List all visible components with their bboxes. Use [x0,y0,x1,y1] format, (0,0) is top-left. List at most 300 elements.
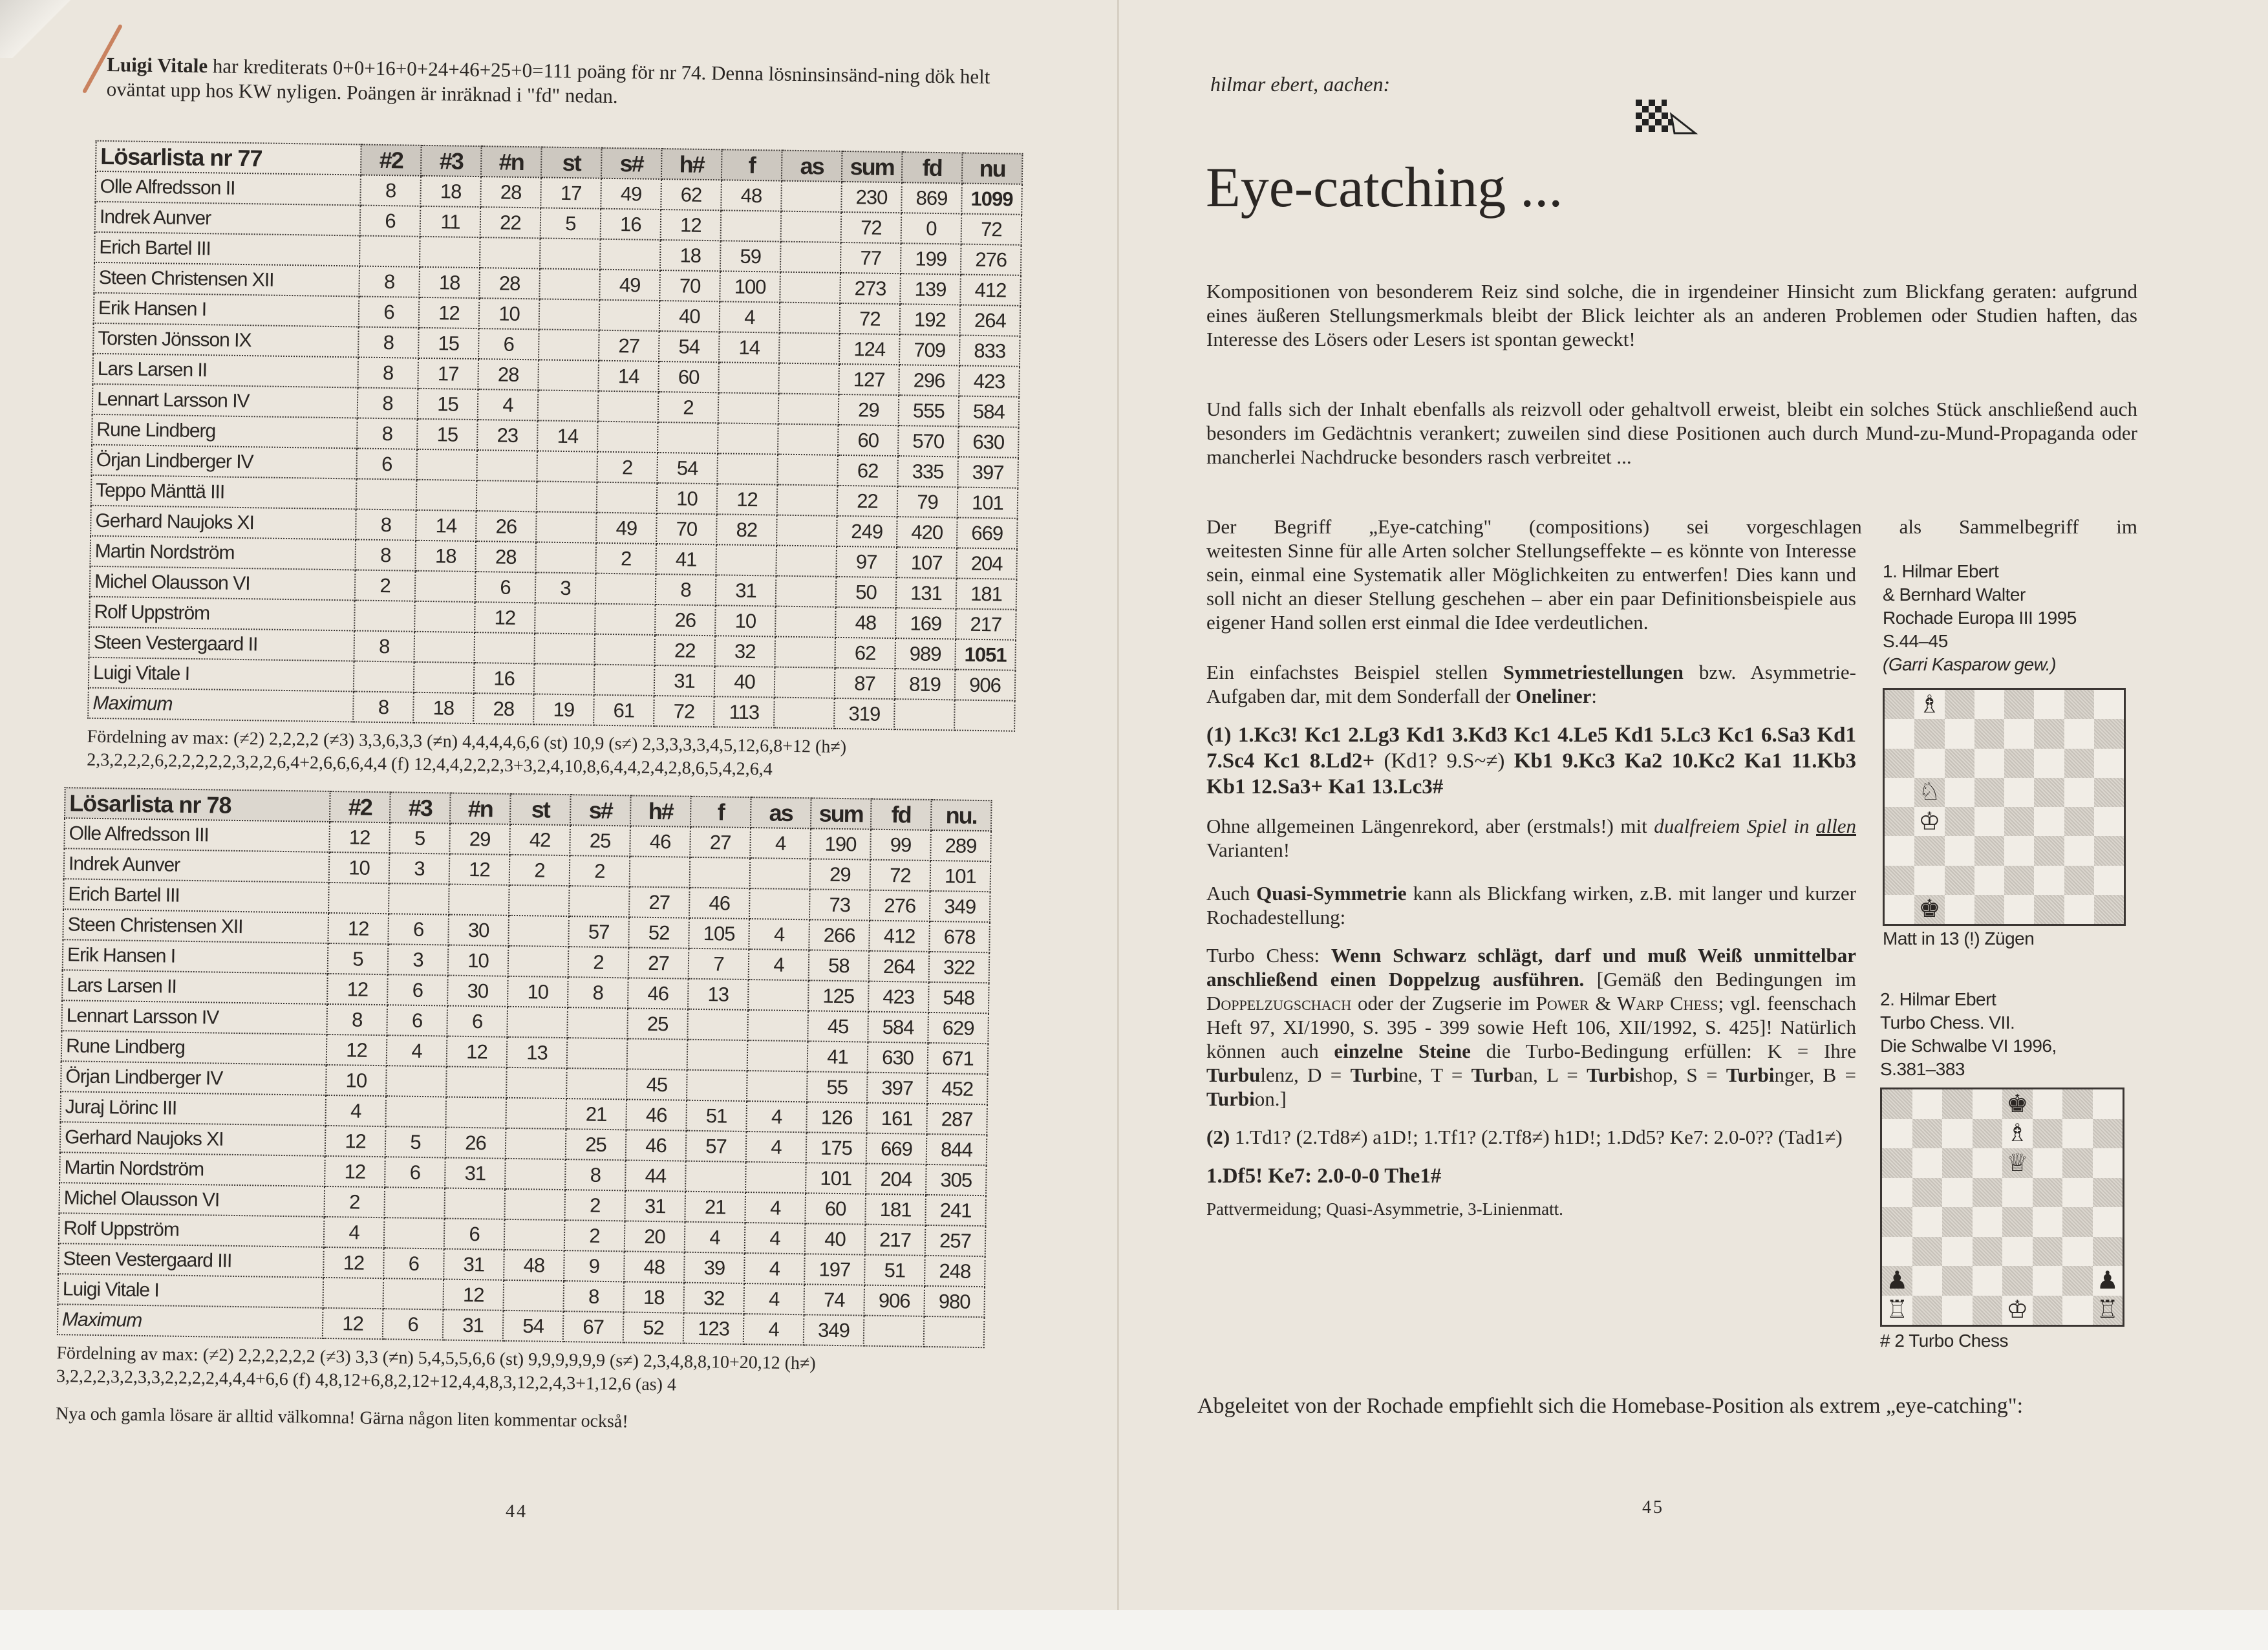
score-cell: 62 [837,455,898,486]
text-run: Turbi [1206,1088,1255,1110]
score-cell [539,329,599,360]
board-square [2064,807,2094,836]
paragraph [1206,660,1856,708]
solver-name: Olle Alfredsson II [95,171,361,206]
score-cell [749,888,810,919]
score-cell: 6 [387,974,448,1005]
score-cell: 51 [864,1255,925,1286]
score-cell: 305 [926,1164,987,1195]
chess-piece-square: ♘ [1914,778,1944,807]
solution-1 [1206,722,1856,800]
score-cell: 12 [447,1036,508,1067]
score-cell: 72 [654,696,714,727]
score-cell [354,600,415,631]
score-cell: 48 [835,607,896,638]
intro-note [107,52,1051,114]
score-cell: 217 [865,1225,926,1256]
chess-piece-square: ♚ [1914,895,1944,924]
score-cell: 61 [594,695,654,726]
score-cell [445,1097,506,1128]
score-cell [779,333,840,364]
solver-name: Steen Christensen XII [94,262,359,297]
score-cell: 4 [746,1101,807,1132]
board-square [2064,778,2094,807]
caption-line: S.44–45 [1883,631,1948,651]
score-cell [505,1159,566,1190]
score-cell: 8 [358,387,418,418]
solver-name: Gerhard Naujoks XI [91,506,356,540]
score-cell [745,1162,806,1193]
column-header: nu. [931,800,992,831]
score-cell: 230 [841,182,902,213]
score-cell [778,363,839,394]
solver-name: Örjan Lindberger IV [91,445,357,479]
board-square [2033,1119,2063,1149]
board-square [2004,895,2034,924]
score-cell [414,601,475,632]
score-cell: 28 [478,359,539,390]
score-cell: 101 [806,1162,866,1194]
board-square [2094,778,2124,807]
score-cell: 49 [599,270,660,301]
text-run: Ein einfachstes Beispiel stellen [1206,661,1503,683]
score-cell: 32 [714,636,775,667]
board-square [2033,1296,2063,1325]
score-cell: 18 [413,692,474,723]
score-cell: 22 [837,486,898,517]
score-cell: 50 [836,577,897,608]
board-square [1945,749,1974,778]
score-cell: 5 [328,943,389,974]
score-cell: 28 [479,268,540,299]
score-cell: 2 [564,1190,625,1221]
score-cell: 26 [476,511,537,542]
score-cell: 31 [654,665,715,696]
score-cell: 49 [601,178,661,209]
score-cell: 287 [926,1104,987,1135]
score-cell: 4 [325,1095,386,1126]
score-cell: 584 [868,1012,928,1043]
score-cell [538,359,599,391]
score-cell [721,210,782,241]
score-cell [954,700,1015,731]
score-cell: 46 [626,1099,687,1130]
score-cell [780,272,840,303]
score-cell: 40 [714,666,775,697]
score-cell: 12 [475,602,535,633]
score-cell: 45 [626,1069,687,1100]
score-cell: 12 [661,209,722,241]
column-header: as [751,797,811,828]
score-cell [506,1098,566,1129]
board-square [2004,866,2034,895]
board-square [2002,1178,2033,1208]
text-run: kann als Blickfang wirken, z.B. mit langer und kurzer Rochadestellung: [1206,882,1856,928]
score-cell: 548 [928,982,989,1013]
score-cell: 72 [840,303,901,334]
text-run: har krediterats 0+0+16+0+24+46+25+0=111 poäng för nr 74. Denna lösninsinsänd-ning dök helt oväntat upp hos KW nyligen. Poängen är inräknad i "fd" nedan. [106,54,990,108]
score-cell: 204 [866,1164,926,1195]
distribution-78: Fördelning av max: (≠2) 2,2,2,2,2,2 (≠3) 3,3 (≠n) 5,4,5,5,6,6 (st) 9,9,9,9,9,9 (s≠) 2,3,4,8,8,10+20,12 (h≠) 3,2,2,2,3,2,3,3,2,2,2,2,4,4,4+6,6 (f) 4,8,12+6,8,2,12+12,4,4,8,3,12,2,4,3+1,12,6 (as) 4 [56,1343,816,1395]
score-cell [594,634,655,665]
score-cell: 31 [444,1248,504,1280]
score-cell: 169 [895,608,956,639]
score-cell [480,237,540,268]
column-header: #3 [421,145,482,177]
score-cell [687,1009,748,1040]
board-square [2064,836,2094,865]
score-cell: 181 [865,1194,926,1225]
score-cell: 8 [326,1004,387,1035]
board-square [2002,1237,2033,1267]
score-cell [780,303,840,334]
score-cell: 2 [658,392,719,423]
diagram-2-caption [1880,988,2057,1081]
paragraph [1197,1394,2128,1419]
score-cell [359,236,420,267]
board-square [2094,895,2124,924]
score-cell: 3 [388,944,449,975]
score-cell [386,1066,447,1097]
text-run: ; vgl. feenschach Heft 97, XI/1990, S. 395 - 399 sowie Heft 106, XII/1992, S. 425]! Natürlich können auch [1206,992,1856,1062]
solver-name: Martin Nordström [90,536,356,570]
score-cell: 31 [625,1190,685,1221]
board-square [1914,749,1944,778]
text-run: Symmetriestellungen [1503,661,1684,683]
score-cell: 10 [715,605,776,636]
text-run: bzw. Asymmetrie-Aufgaben dar, mit dem Sonderfall der [1206,661,1856,707]
score-cell: 46 [626,1130,687,1161]
score-cell [323,1278,383,1309]
score-cell [776,546,837,577]
board-square [2004,807,2034,836]
score-cell: 27 [690,827,751,858]
solver-name: Maximum [88,688,354,722]
score-cell: 6 [444,1218,505,1249]
text-run: Wenn Schwarz schlägt, darf und muß Weiß unmittelbar anschließend einen Doppelzug ausführen. [1206,944,1856,991]
solver-name: Rolf Uppström [89,597,355,631]
score-cell [716,544,776,575]
score-cell: 60 [805,1193,866,1224]
score-cell [534,633,595,664]
board-square [1973,1119,2003,1149]
score-cell: 584 [959,396,1020,427]
score-cell [775,667,835,698]
score-cell: 101 [930,861,991,892]
score-cell [630,856,690,887]
score-cell [594,665,655,696]
score-cell: 60 [838,425,899,456]
text-run: lenz, D = [1260,1064,1351,1086]
text-run: shop, S = [1634,1064,1726,1086]
score-cell [504,1189,565,1220]
score-cell: 709 [899,334,960,365]
score-cell: 190 [810,828,871,859]
text-run: Kb1 9.Kc3 Ka2 10.Kc2 Ka1 11.Kb3 Kb1 12.Sa3+ Ka1 13.Lc3# [1206,749,1856,798]
score-cell: 420 [897,517,957,548]
score-cell: 21 [685,1192,745,1223]
solver-table-78 [57,787,992,1348]
board-square [2062,1266,2093,1296]
board-square [2034,807,2064,836]
score-cell: 276 [961,244,1022,275]
score-cell [781,181,842,212]
board-square [1912,1119,1943,1149]
score-cell: 54 [659,331,720,362]
score-cell: 2 [509,855,570,886]
column-header: fd [871,799,932,830]
text-run: : [1591,685,1597,707]
score-cell [778,394,839,425]
score-cell: 77 [840,242,901,273]
score-cell: 8 [353,691,414,722]
score-cell: 4 [324,1217,385,1248]
column-header: s# [601,148,662,179]
score-cell: 31 [716,575,776,606]
paragraph [1206,943,1856,1111]
score-cell: 82 [716,514,777,545]
board-square [1912,1237,1943,1267]
score-cell: 9 [564,1250,625,1281]
score-cell [747,1040,808,1071]
score-cell: 12 [717,484,778,515]
board-square [1974,895,2004,924]
score-cell [476,480,537,511]
author-byline: hilmar ebert, aachen: [1210,72,1391,96]
paragraph [1206,814,1856,862]
board-square [2062,1207,2093,1237]
board-square [1974,690,2004,719]
board-square [2062,1089,2093,1119]
board-square [1973,1266,2003,1296]
board-square [2062,1237,2093,1267]
score-cell: 101 [957,487,1018,518]
solver-name: Erich Bartel III [63,879,329,913]
score-cell [506,1067,567,1098]
score-cell [535,603,595,634]
score-cell: 6 [385,1157,445,1188]
diagram-2-stipulation: # 2 Turbo Chess [1880,1331,2008,1351]
score-cell [509,885,570,916]
score-cell [416,449,477,480]
score-cell: 289 [930,830,991,861]
board-square [1945,778,1974,807]
board-square [2064,895,2094,924]
score-cell: 266 [809,919,870,950]
board-square [1885,690,1914,719]
score-cell: 6 [447,1006,508,1037]
solver-name: Lennart Larsson IV [61,1000,327,1034]
score-cell: 124 [839,334,900,365]
solver-name: Steen Vestergaard III [58,1243,324,1278]
score-cell: 3 [535,572,596,603]
score-cell: 125 [808,980,869,1011]
score-cell: 412 [869,921,930,952]
column-header: f [722,149,782,180]
solution-2 [1206,1125,1856,1149]
board-square [2093,1207,2123,1237]
board-square [1945,719,1974,748]
score-cell: 17 [418,358,478,389]
score-cell: 4 [750,828,811,859]
board-square [2094,719,2124,748]
score-cell: 8 [568,977,628,1008]
chess-piece-square: ♟ [2093,1266,2123,1296]
score-cell [777,485,838,516]
board-square [1942,1148,1973,1178]
score-cell: 397 [867,1073,928,1104]
score-cell: 175 [806,1132,867,1163]
board-square [1885,836,1914,865]
caption-line: (Garri Kasparow gew.) [1883,654,2057,674]
score-cell: 67 [563,1311,624,1342]
score-cell [389,883,449,914]
score-cell [718,362,779,393]
score-cell [474,632,535,663]
score-cell: 139 [900,273,961,305]
score-cell: 844 [926,1134,987,1165]
board-square [1914,836,1944,865]
score-cell: 27 [628,947,689,978]
score-cell: 52 [623,1312,684,1343]
score-cell: 12 [328,913,389,944]
score-cell: 22 [654,635,715,666]
solver-name: Olle Alfredsson III [64,818,330,852]
score-cell: 319 [834,698,895,729]
score-cell [924,1316,985,1347]
score-cell: 39 [684,1252,745,1283]
text-run: 1.Td1? (2.Td8≠) a1D!; 1.Tf1? (2.Tf8≠) h1D!; 1.Dd5? Ke7: 2.0-0?? (Tad1≠) [1230,1126,1843,1148]
score-cell: 1099 [961,184,1022,215]
score-cell: 217 [956,608,1016,639]
column-header: st [510,794,571,825]
score-cell [416,480,477,511]
board-square [1973,1148,2003,1178]
score-cell [384,1217,445,1248]
score-cell: 2 [564,1220,625,1251]
score-cell [690,857,751,888]
score-cell: 4 [744,1283,804,1314]
score-cell: 397 [957,456,1018,488]
board-square [1973,1178,2003,1208]
text-run: Und falls sich der Inhalt ebenfalls als reizvoll oder gehaltvoll erweist, bleibt ein solches Stück anschließend auch besonders im Gedächtnis verankert; zuweilen sind diese Positionen auch durch Mund-zu-Mund-Propaganda oder mancherlei Nachdrucke besonders rasch verbreitet ... [1206,398,2137,468]
text-run: die Turbo-Bedingung erfüllen: K = Ihre [1470,1040,1856,1062]
score-cell: 23 [477,420,538,451]
solver-name: Michel Olausson VI [59,1183,325,1217]
score-cell: 29 [810,859,871,890]
score-cell [508,916,569,947]
score-cell: 46 [689,888,750,919]
board-square [1945,836,1974,865]
chess-piece-square: ♕ [2002,1148,2033,1178]
score-cell: 241 [925,1195,986,1226]
board-square [2034,690,2064,719]
score-cell: 31 [443,1309,504,1340]
score-cell [775,637,835,668]
score-cell: 14 [537,420,598,451]
checkered-flag-icon [1636,98,1707,134]
score-cell: 79 [897,486,958,517]
score-cell: 28 [480,177,541,208]
score-cell: 4 [744,1253,805,1284]
score-cell: 126 [806,1102,867,1133]
score-cell [750,858,811,889]
board-square [1942,1119,1973,1149]
score-cell [506,1128,566,1159]
score-cell: 555 [899,395,959,426]
solver-name: Steen Vestergaard II [89,627,354,661]
board-square [2064,866,2094,895]
score-cell: 192 [900,304,961,335]
score-cell [420,237,480,268]
score-cell: 44 [625,1160,686,1191]
score-cell [600,239,661,270]
text-run: dualfreiem Spiel in [1654,815,1817,837]
score-cell: 12 [327,974,388,1005]
score-cell: 204 [956,548,1017,579]
score-cell: 60 [658,361,719,392]
score-cell: 74 [804,1284,864,1315]
solver-name: Rune Lindberg [61,1031,327,1065]
score-cell: 26 [655,605,716,636]
text-run: Varianten! [1206,839,1290,861]
score-cell [597,482,658,513]
board-square [1885,719,1914,748]
score-cell: 8 [357,418,418,449]
score-cell: 10 [329,852,390,883]
score-cell: 72 [841,212,902,243]
board-square [1882,1089,1912,1119]
board-square [1974,778,2004,807]
score-cell [537,451,597,482]
text-run: [Gemäß den Bedingungen im [1584,968,1856,991]
score-cell [567,1007,628,1038]
score-cell: 669 [866,1133,927,1164]
board-square [2033,1148,2063,1178]
score-cell: 57 [686,1131,747,1162]
text-run: 1.Df5! Ke7: 2.0-0-0 The1# [1206,1164,1442,1188]
score-cell: 42 [509,824,570,855]
score-cell [539,268,600,299]
text-run: nger, B = [1774,1064,1856,1086]
score-cell: 10 [508,976,568,1007]
score-cell: 197 [804,1254,865,1285]
score-cell: 12 [323,1247,384,1278]
score-cell: 62 [661,179,722,210]
score-cell: 52 [628,917,689,948]
score-cell: 16 [474,663,535,694]
board-square [1882,1148,1912,1178]
chess-piece-square: ♗ [2002,1119,2033,1149]
score-cell: 31 [445,1158,506,1189]
score-cell: 25 [627,1008,688,1039]
column-header: #3 [390,792,451,823]
text-run: (Kd1? 9.S~≠) [1384,749,1505,773]
solution-2-key [1206,1163,1856,1189]
board-square [1912,1089,1943,1119]
board-square [2034,749,2064,778]
score-cell: 22 [480,207,541,238]
score-cell: 29 [449,824,510,855]
solver-name: Erik Hansen I [94,293,359,327]
score-cell: 28 [475,541,536,572]
board-square [1942,1207,1973,1237]
score-cell: 41 [808,1041,868,1072]
text-run: oder der Zugserie im [1351,992,1536,1014]
score-cell: 4 [746,1131,807,1162]
board-square [2033,1089,2063,1119]
table-title: Lösarlista nr 77 [96,141,361,175]
